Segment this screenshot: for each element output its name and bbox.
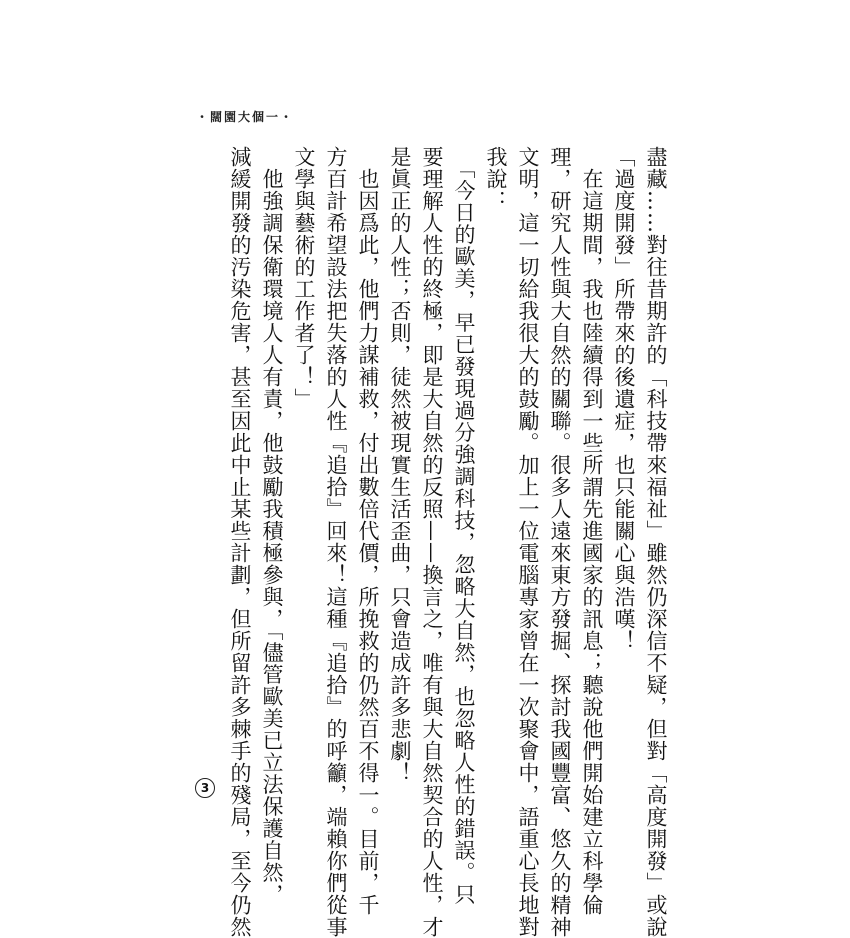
text-column-2: 「過度開發」所帶來的後遺症，也只能關心與浩嘆！ (612, 146, 636, 652)
text-column-12: 文學與藝術的工作者了！」 (292, 146, 316, 410)
text-column-13: 他強調保衛環境人人有責，他鼓勵我積極參與，「儘管歐美已立法保護自然， (260, 146, 284, 906)
running-head: ・闊園大個一・ (196, 110, 295, 124)
vertical-text-body (224, 146, 672, 938)
text-column-7: 「今日的歐美，早已發現過分強調科技，忽略大自然，也忽略人性的錯誤。只 (452, 146, 476, 906)
text-column-4: 理，研究人性與大自然的關聯。很多人遠來東方發掘、探討我國豐富、悠久的精神 (548, 146, 572, 938)
text-column-1: 盡藏……對往昔期許的「科技帶來福祉」雖然仍深信不疑，但對「高度開發」或說 (644, 146, 668, 938)
text-column-5: 文明，這一切給我很大的鼓勵。加上一位電腦專家曾在一次聚會中，語重心長地對 (516, 146, 540, 938)
text-column-11: 方百計希望設法把失落的人性『追拾』回來！這種『追拾』的呼籲，端賴你們從事 (324, 146, 348, 938)
text-column-9: 是眞正的人性；否則，徒然被現實生活歪曲，只會造成許多悲劇！ (388, 146, 412, 784)
text-column-3: 在這期間，我也陸續得到一些所謂先進國家的訊息；聽說他們開始建立科學倫 (580, 146, 604, 916)
text-column-14: 減緩開發的汚染危害，甚至因此中止某些計劃，但所留許多棘手的殘局，至今仍然 (228, 146, 252, 938)
text-column-6: 我說： (484, 146, 508, 212)
text-column-8: 要理解人性的終極，即是大自然的反照——換言之，唯有與大自然契合的人性，才 (420, 146, 444, 938)
page-number: 3 (195, 778, 215, 798)
text-column-10: 也因爲此，他們力謀補救，付出數倍代價，所挽救的仍然百不得一。目前，千 (356, 146, 380, 916)
